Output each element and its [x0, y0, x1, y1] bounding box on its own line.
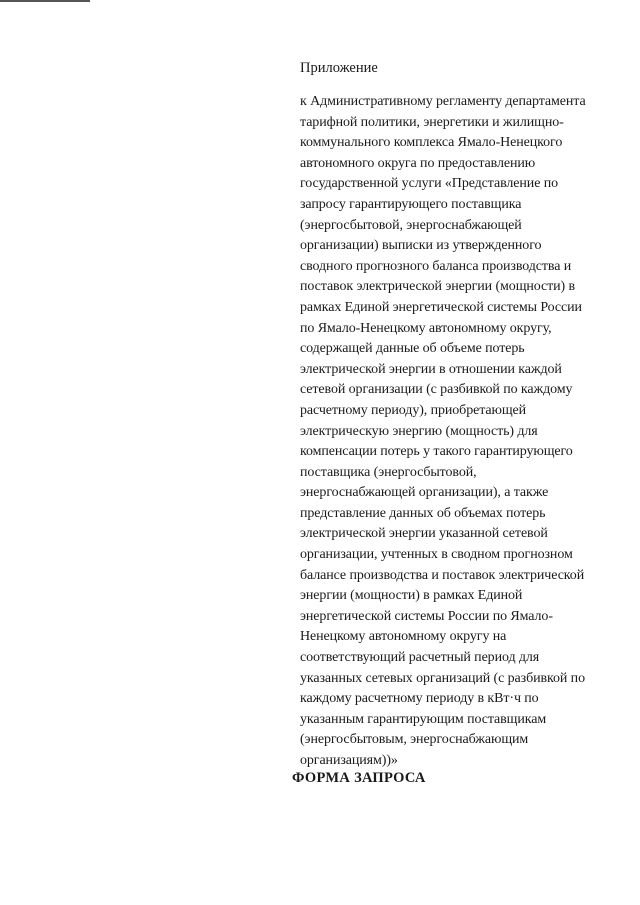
appendix-text-line: поставщика (энергосбытовой,: [300, 464, 477, 480]
appendix-text-line: каждому расчетному периоду в кВт·ч по: [300, 691, 539, 707]
appendix-text-line: Ненецкому автономному округу на: [300, 629, 507, 645]
appendix-text-line: сетевой организации (с разбивкой по каждому: [300, 382, 573, 398]
appendix-text-line: содержащей данные об объеме потерь: [300, 341, 525, 357]
appendix-text-line: организации, учтенных в сводном прогнозном: [300, 547, 573, 563]
appendix-text-line: электрической энергии указанной сетевой: [300, 526, 548, 542]
appendix-text-line: поставок электрической энергии (мощности) в: [300, 279, 576, 295]
appendix-text-line: балансе производства и поставок электрической: [300, 567, 585, 583]
appendix-text-line: расчетному периоду), приобретающей: [300, 402, 527, 418]
appendix-text-line: (энергосбытовым, энергоснабжающим: [300, 732, 529, 748]
appendix-description: [300, 92, 625, 772]
appendix-text-line: рамках Единой энергетической системы России: [300, 299, 582, 315]
appendix-text-line: коммунального комплекса Ямало-Ненецкого: [300, 135, 563, 151]
appendix-text-line: к Административному регламенту департамента: [300, 94, 586, 109]
appendix-text-line: энергии (мощности) в рамках Единой: [300, 588, 523, 604]
appendix-text-line: представление данных об объемах потерь: [300, 505, 546, 521]
appendix-text-line: указанным гарантирующим поставщикам: [300, 711, 547, 727]
appendix-text-line: по Ямало-Ненецкому автономному округу,: [300, 320, 552, 336]
appendix-text-line: автономного округа по предоставлению: [300, 155, 536, 171]
appendix-text-line: электрическую энергию (мощность) для: [300, 423, 538, 439]
appendix-text-line: (энергосбытовой, энергоснабжающей: [300, 217, 522, 233]
form-title: ФОРМА ЗАПРОСА: [292, 770, 426, 786]
appendix-text-line: электрической энергии в отношении каждой: [300, 361, 562, 377]
appendix-text-line: указанных сетевых организаций (с разбивкой по: [300, 670, 585, 686]
appendix-text-line: сводного прогнозного баланса производства и: [300, 258, 572, 274]
appendix-text-line: тарифной политики, энергетики и жилищно-: [300, 114, 564, 130]
appendix-text-line: компенсации потерь у такого гарантирующего: [300, 444, 573, 460]
appendix-text-line: энергоснабжающей организации), а также: [300, 485, 549, 501]
appendix-text-line: организациям))»: [300, 753, 398, 768]
appendix-text-line: соответствующий расчетный период для: [300, 650, 540, 666]
appendix-text-line: организации) выписки из утвержденного: [300, 238, 542, 254]
appendix-text-line: государственной услуги «Представление по: [300, 176, 559, 192]
appendix-heading: Приложение: [300, 60, 378, 76]
appendix-text-line: запросу гарантирующего поставщика: [300, 196, 522, 212]
scan-edge-mark: [0, 0, 90, 2]
appendix-text-line: энергетической системы России по Ямало-: [300, 608, 553, 624]
